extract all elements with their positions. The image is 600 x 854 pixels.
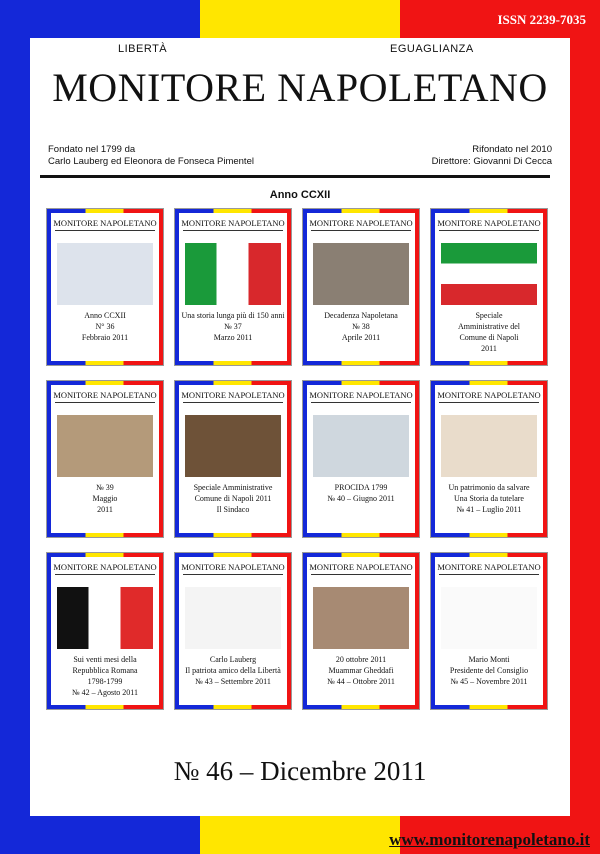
cover-image	[441, 415, 537, 477]
header-rule	[40, 175, 550, 178]
cover-text: № 40 – Giugno 2011	[327, 494, 395, 503]
cover-image	[441, 587, 537, 649]
cover-text: 20 ottobre 2011	[335, 655, 387, 664]
cover-text: Comune di Napoli 2011	[194, 494, 272, 503]
cover-text: Speciale	[475, 311, 503, 320]
website-link[interactable]: www.monitorenapoletano.it	[389, 830, 590, 849]
cover-image	[57, 587, 153, 649]
cover-text: Maggio	[92, 494, 118, 503]
cover-thumbnail[interactable]	[46, 208, 164, 366]
cover-text: Una Storia da tutelare	[454, 494, 524, 503]
cover-thumbnail[interactable]	[302, 552, 420, 710]
covers-grid	[46, 208, 551, 733]
founded-line: Fondato nel 1799 da	[48, 144, 136, 155]
cover-text: № 38	[352, 322, 370, 331]
cover-text: Speciale Amministrative	[193, 483, 273, 492]
cover-thumbnail[interactable]	[430, 380, 548, 538]
masthead-title: MONITORE NAPOLETANO	[52, 65, 548, 110]
cover-text: 2011	[97, 505, 113, 514]
cover-text: Muammar Gheddafi	[328, 666, 394, 675]
cover-title: MONITORE NAPOLETANO	[181, 390, 285, 400]
refounded-info	[432, 144, 552, 168]
cover-image	[441, 243, 537, 305]
cover-title: MONITORE NAPOLETANO	[53, 562, 157, 572]
director-line: Direttore: Giovanni Di Cecca	[431, 156, 552, 167]
cover-text: Il patriota amico della Libertà	[185, 666, 281, 675]
cover-image	[313, 415, 409, 477]
cover-thumbnail[interactable]	[174, 380, 292, 538]
cover-image	[57, 243, 153, 305]
cover-title: MONITORE NAPOLETANO	[309, 562, 413, 572]
cover-image	[313, 587, 409, 649]
issn-label: ISSN 2239-7035	[497, 12, 586, 27]
cover-text: Presidente del Consiglio	[449, 666, 529, 675]
refounded-line: Rifondato nel 2010	[472, 144, 552, 155]
cover-title: MONITORE NAPOLETANO	[309, 218, 413, 228]
cover-text: Mario Monti	[468, 655, 510, 664]
cover-thumbnail[interactable]	[174, 552, 292, 710]
cover-title: MONITORE NAPOLETANO	[181, 562, 285, 572]
motto-eguaglianza: EGUAGLIANZA	[390, 43, 474, 55]
cover-text: № 39	[96, 483, 114, 492]
cover-text: PROCIDA 1799	[334, 483, 388, 492]
cover-page	[30, 38, 570, 816]
cover-text: Il Sindaco	[216, 505, 250, 514]
cover-text: Decadenza Napoletana	[324, 311, 398, 320]
cover-image	[185, 587, 281, 649]
cover-text: Repubblica Romana	[72, 666, 138, 675]
cover-text: № 45 – Novembre 2011	[450, 677, 528, 686]
cover-text: Febbraio 2011	[81, 333, 129, 342]
cover-title: MONITORE NAPOLETANO	[309, 390, 413, 400]
motto-liberta: LIBERTÀ	[118, 43, 168, 55]
cover-text: Un patrimonio da salvare	[448, 483, 530, 492]
cover-thumbnail[interactable]	[430, 208, 548, 366]
cover-text: Amministrative del	[458, 322, 520, 331]
cover-text: № 41 – Luglio 2011	[456, 505, 522, 514]
founders-line: Carlo Lauberg ed Eleonora de Fonseca Pimentel	[48, 156, 254, 167]
cover-text: 1798-1799	[87, 677, 123, 686]
cover-thumbnail[interactable]	[174, 208, 292, 366]
cover-text: 2011	[481, 344, 497, 353]
anno-label: Anno CCXII	[269, 189, 331, 201]
cover-image	[57, 415, 153, 477]
cover-thumbnail[interactable]	[430, 552, 548, 710]
cover-text: № 37	[224, 322, 242, 331]
cover-text: № 44 – Ottobre 2011	[327, 677, 395, 686]
cover-title: MONITORE NAPOLETANO	[437, 218, 541, 228]
cover-text: Aprile 2011	[341, 333, 381, 342]
cover-thumbnail[interactable]	[302, 380, 420, 538]
cover-text: Carlo Lauberg	[209, 655, 257, 664]
cover-title: MONITORE NAPOLETANO	[437, 562, 541, 572]
cover-text: Una storia lunga più di 150 anni	[181, 311, 285, 320]
cover-text: № 42 – Agosto 2011	[71, 688, 138, 697]
cover-text: Sui venti mesi della	[73, 655, 137, 664]
cover-title: MONITORE NAPOLETANO	[53, 390, 157, 400]
cover-title: MONITORE NAPOLETANO	[53, 218, 157, 228]
cover-text: Marzo 2011	[213, 333, 253, 342]
cover-image	[313, 243, 409, 305]
cover-text: Anno CCXII	[84, 311, 126, 320]
cover-title: MONITORE NAPOLETANO	[181, 218, 285, 228]
cover-text: Comune di Napoli	[459, 333, 519, 342]
issue-title: № 46 – Dicembre 2011	[173, 756, 427, 786]
cover-text: № 43 – Settembre 2011	[195, 677, 271, 686]
founded-info	[48, 144, 254, 168]
cover-thumbnail[interactable]	[46, 380, 164, 538]
cover-image	[185, 243, 281, 305]
cover-thumbnail[interactable]	[302, 208, 420, 366]
cover-thumbnail[interactable]	[46, 552, 164, 710]
cover-text: N° 36	[95, 322, 115, 331]
cover-image	[185, 415, 281, 477]
cover-title: MONITORE NAPOLETANO	[437, 390, 541, 400]
